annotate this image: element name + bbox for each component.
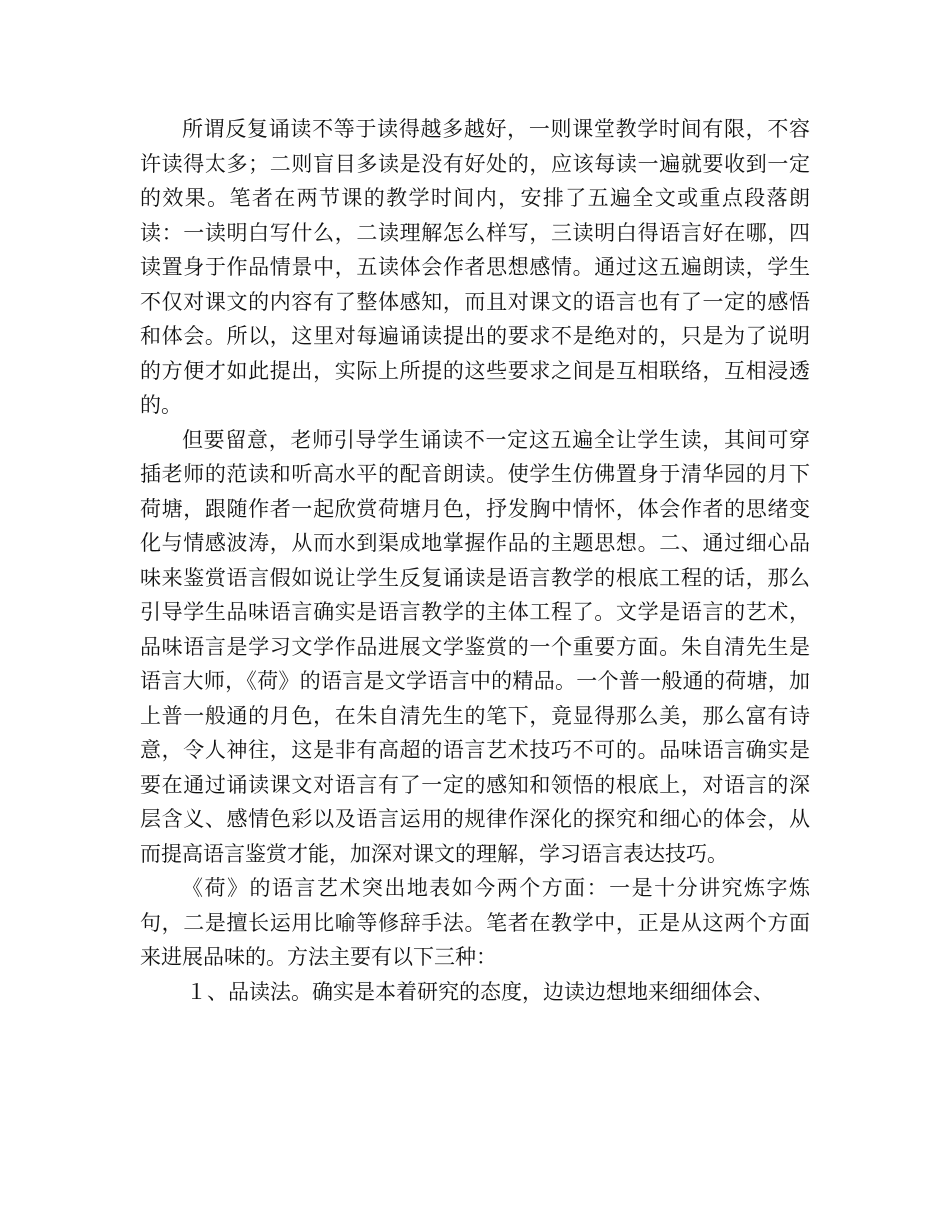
document-body — [140, 112, 810, 1009]
paragraph-repeated-reading: 所谓反复诵读不等于读得越多越好，一则课堂教学时间有限，不容许读得太多；二则盲目多读是没有好处的，应该每读一遍就要收到一定的效果。笔者在两节课的教学时间内，安排了五遍全文或重点段落朗读：一读明白写什么，二读理解怎么样写，三读明白得语言好在哪，四读置身于作品情景中，五读体会作者思想感情。通过这五遍朗读，学生不仅对课文的内容有了整体感知，而且对课文的语言也有了一定的感悟和体会。所以，这里对每遍诵读提出的要求不是绝对的，只是为了说明的方便才如此提出，实际上所提的这些要求之间是互相联络，互相浸透的。 — [140, 117, 810, 417]
paragraph-method-1: １、品读法。确实是本着研究的态度，边读边想地来细细体会、 — [186, 979, 774, 1004]
paragraph-language-art: 《荷》的语言艺术突出地表如今两个方面：一是十分讲究炼字炼句，二是擅长运用比喻等修辞手法。笔者在教学中，正是从这两个方面来进展品味的。方法主要有以下三种： — [140, 876, 810, 969]
paragraph-teacher-guidance: 但要留意，老师引导学生诵读不一定这五遍全让学生读，其间可穿插老师的范读和听高水平的配音朗读。使学生仿佛置身于清华园的月下荷塘，跟随作者一起欣赏荷塘月色，抒发胸中情怀，体会作者的思绪变化与情感波涛，从而水到渠成地掌握作品的主题思想。二、通过细心品味来鉴赏语言假如说让学生反复诵读是语言教学的根底工程的话，那么引导学生品味语言确实是语言教学的主体工程了。文学是语言的艺术，品味语言是学习文学作品进展文学鉴赏的一个重要方面。朱自清先生是语言大师，《荷》的语言是文学语言中的精品。一个普一般通的荷塘，加上普一般通的月色，在朱自清先生的笔下，竟显得那么美，那么富有诗意，令人神往，这是非有高超的语言艺术技巧不可的。品味语言确实是要在通过诵读课文对语言有了一定的感知和领悟的根底上，对语言的深层含义、感情色彩以及语言运用的规律作深化的探究和细心的体会，从而提高语言鉴赏才能，加深对课文的理解，学习语言表达技巧。 — [140, 427, 810, 866]
